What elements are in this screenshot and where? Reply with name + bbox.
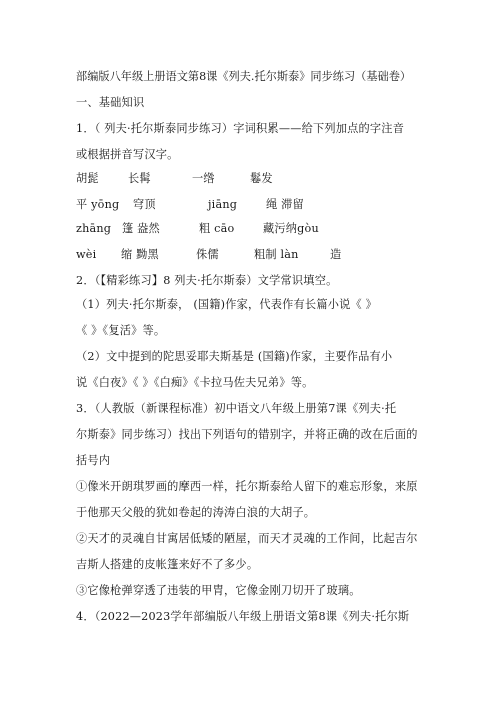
question-4-line-1: 4．（2022—2023学年部编版八年级上册语文第8课《列夫·托尔斯 bbox=[76, 610, 410, 623]
question-3-line-3: 括号内 bbox=[76, 454, 111, 467]
question-3-line-1: 3．（人教版（新课程标准）初中语文八年级上册第7课《列夫·托 bbox=[76, 402, 397, 415]
word-item: 绳 滞留 bbox=[266, 198, 304, 211]
question-1-line-1: 1．（ 列夫·托尔斯泰同步练习）字词积累——给下列加点的字注音 bbox=[76, 122, 405, 135]
question-3-line-8: ③它像枪弹穿透了违装的甲胄，它像金刚刀切开了玻璃。 bbox=[76, 584, 361, 597]
question-2-line-4: （2）文中提到的陀思妥耶夫斯基是 (国籍)作家，主要作品有小 bbox=[76, 350, 393, 363]
question-3-line-2: 尔斯泰》同步练习）找出下列语句的错别字，并将正确的改在后面的 bbox=[76, 428, 418, 441]
word-item: 平 yōng bbox=[76, 198, 120, 211]
question-3-line-7: 吉斯人搭建的皮帐篷来好不了多少。 bbox=[76, 558, 259, 571]
word-item: wèi bbox=[76, 248, 97, 261]
section-heading: 一、基础知识 bbox=[76, 96, 145, 109]
word-item: 侏儒 bbox=[196, 248, 219, 261]
question-3-line-6: ②天才的灵魂自甘寓居低矮的陋屋，而天才灵魂的工作间，比起吉尔 bbox=[76, 532, 418, 545]
word-row-4 bbox=[76, 248, 341, 262]
word-row-1 bbox=[76, 172, 273, 186]
question-3-line-5: 于他那天父般的犹如卷起的涛涛白浪的大胡子。 bbox=[76, 506, 316, 519]
word-item: 造 bbox=[330, 248, 342, 261]
question-1-line-2: 或根据拼音写汉字。 bbox=[76, 148, 179, 161]
word-item: 长髯 bbox=[128, 172, 151, 185]
word-item: zhāng bbox=[76, 222, 112, 235]
question-2-line-2: （1）列夫·托尔斯泰， (国籍)作家，代表作有长篇小说《 》 bbox=[76, 298, 378, 311]
question-2-line-5: 说《白夜》《 》《白痴》《卡拉马佐夫兄弟》等。 bbox=[76, 376, 314, 389]
word-item: 粗制 làn bbox=[254, 248, 299, 261]
word-item: 胡髭 bbox=[76, 172, 99, 185]
word-item: jiāng bbox=[208, 198, 238, 211]
word-item: 一绺 bbox=[192, 172, 215, 185]
word-item: 缩 黝黑 bbox=[121, 248, 159, 261]
word-item: 穹顶 bbox=[133, 198, 156, 211]
question-3-line-4: ①像米开朗琪罗画的摩西一样，托尔斯泰给人留下的难忘形象，来原 bbox=[76, 480, 418, 493]
word-row-3 bbox=[76, 222, 319, 236]
word-row-2 bbox=[76, 198, 304, 212]
question-2-line-3: 《 》《复活》等。 bbox=[76, 324, 166, 337]
question-2-line-1: 2．（【精彩练习】8 列夫·托尔斯泰）文学常识填空。 bbox=[76, 274, 338, 287]
word-item: 鬈发 bbox=[250, 172, 273, 185]
document-title: 部编版八年级上册语文第8课《列夫.托尔斯泰》同步练习（基础卷） bbox=[76, 70, 412, 83]
word-item: 篷 盎然 bbox=[122, 222, 160, 235]
word-item: 粗 cāo bbox=[199, 222, 235, 235]
word-item: 藏污纳gòu bbox=[263, 222, 319, 235]
